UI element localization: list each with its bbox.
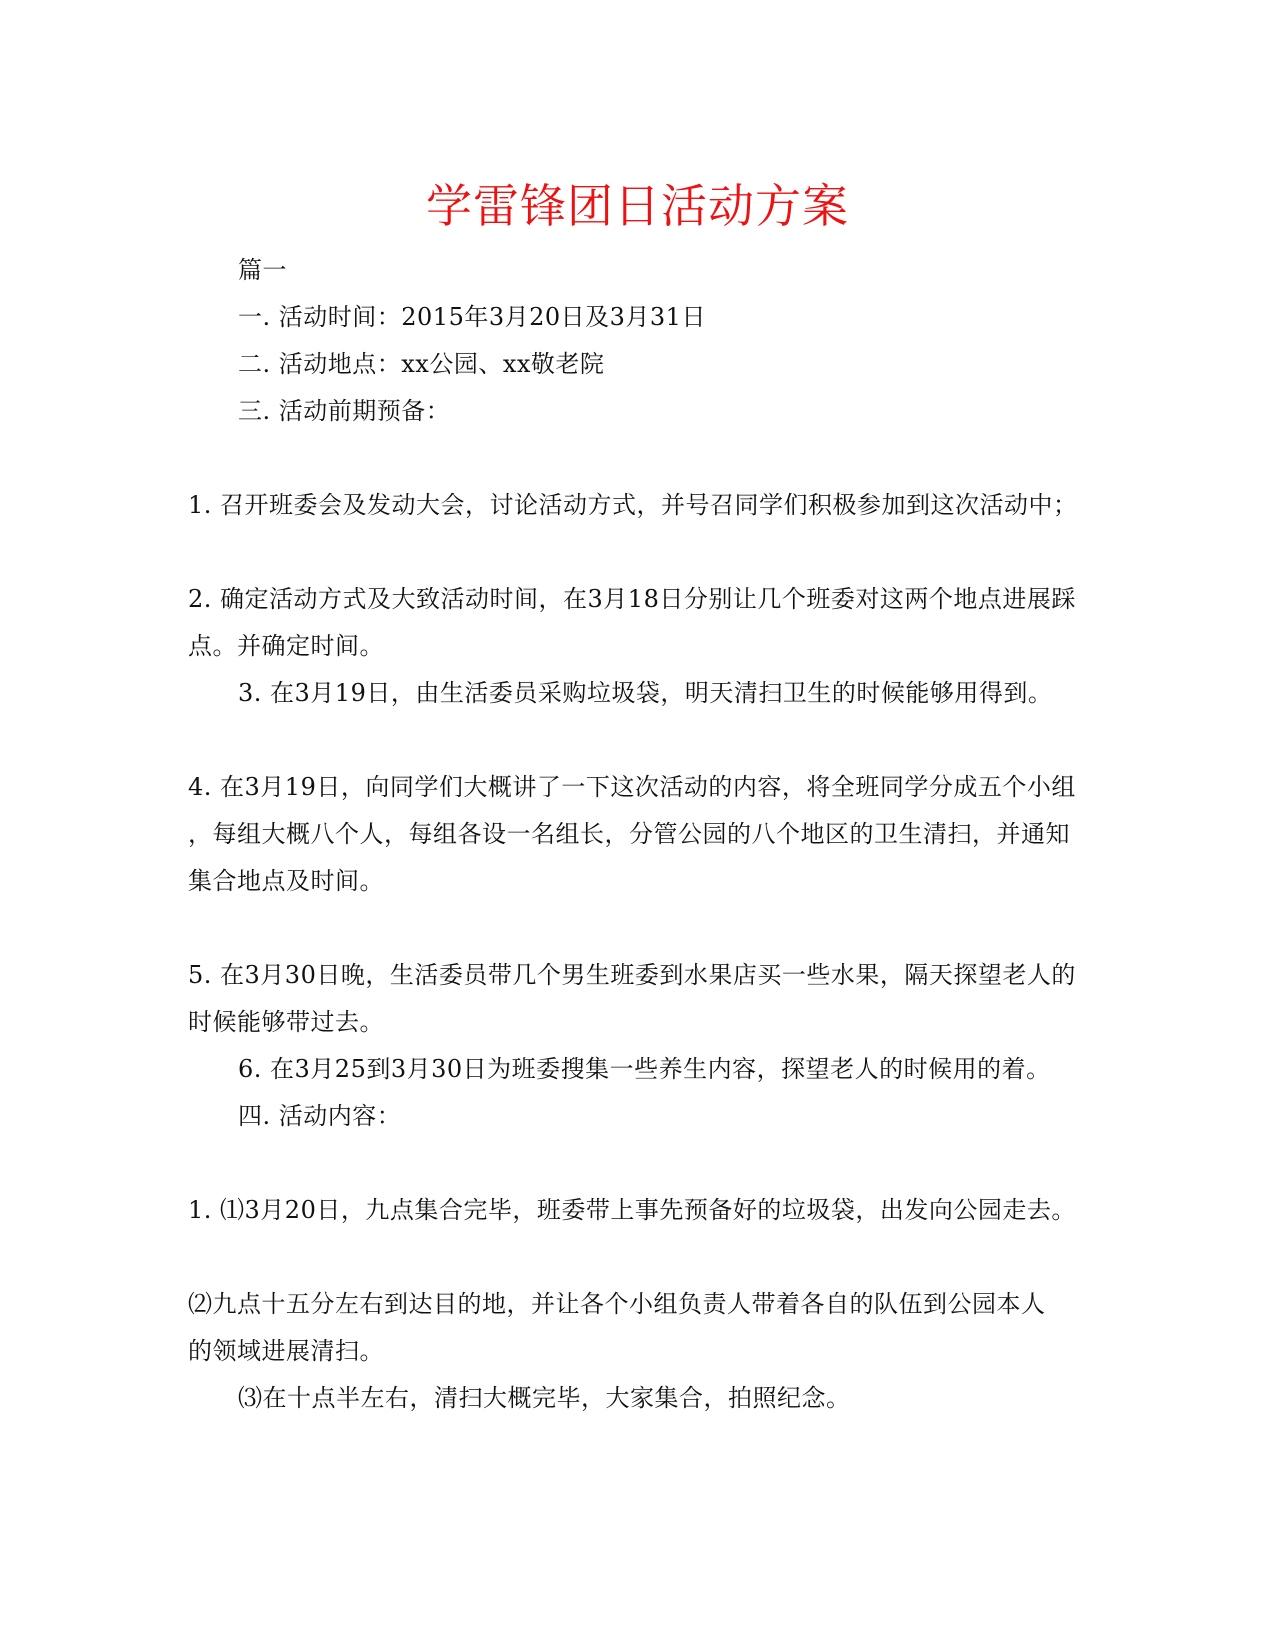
activity-location-line: 二. 活动地点：xx公园、xx敬老院 bbox=[238, 350, 605, 378]
prep-item-4-end: 集合地点及时间。 bbox=[188, 867, 384, 895]
prep-item-5: 5. 在3月30日晚，生活委员带几个男生班委到水果店买一些水果，隔天探望老人的 bbox=[188, 961, 1076, 989]
content-item-2: ⑵九点十五分左右到达目的地，并让各个小组负责人带着各自的队伍到公园本人 bbox=[188, 1290, 1046, 1318]
prep-item-6: 6. 在3月25到3月30日为班委搜集一些养生内容，探望老人的时候用的着。 bbox=[238, 1055, 1051, 1083]
prep-item-4-continued: ，每组大概八个人，每组各设一名组长，分管公园的八个地区的卫生清扫，并通知 bbox=[188, 820, 1070, 848]
activity-content-heading: 四. 活动内容： bbox=[238, 1102, 402, 1130]
preparation-heading: 三. 活动前期预备： bbox=[238, 397, 451, 425]
section-label: 篇一 bbox=[238, 256, 287, 284]
prep-item-3: 3. 在3月19日，由生活委员采购垃圾袋，明天清扫卫生的时候能够用得到。 bbox=[238, 679, 1053, 707]
document-title: 学雷锋团日活动方案 bbox=[426, 179, 849, 233]
prep-item-4: 4. 在3月19日，向同学们大概讲了一下这次活动的内容，将全班同学分成五个小组 bbox=[188, 773, 1076, 801]
prep-item-2-continued: 点。并确定时间。 bbox=[188, 632, 384, 660]
activity-time-line: 一. 活动时间：2015年3月20日及3月31日 bbox=[238, 303, 706, 331]
prep-item-5-continued: 时候能够带过去。 bbox=[188, 1008, 384, 1036]
prep-item-1: 1. 召开班委会及发动大会，讨论活动方式，并号召同学们积极参加到这次活动中； bbox=[188, 491, 1078, 519]
content-item-3: ⑶在十点半左右，清扫大概完毕，大家集合，拍照纪念。 bbox=[238, 1384, 851, 1412]
content-item-1: 1. ⑴3月20日，九点集合完毕，班委带上事先预备好的垃圾袋，出发向公园走去。 bbox=[188, 1196, 1076, 1224]
content-item-2-continued: 的领域进展清扫。 bbox=[188, 1337, 384, 1365]
prep-item-2: 2. 确定活动方式及大致活动时间，在3月18日分别让几个班委对这两个地点进展踩 bbox=[188, 585, 1076, 613]
